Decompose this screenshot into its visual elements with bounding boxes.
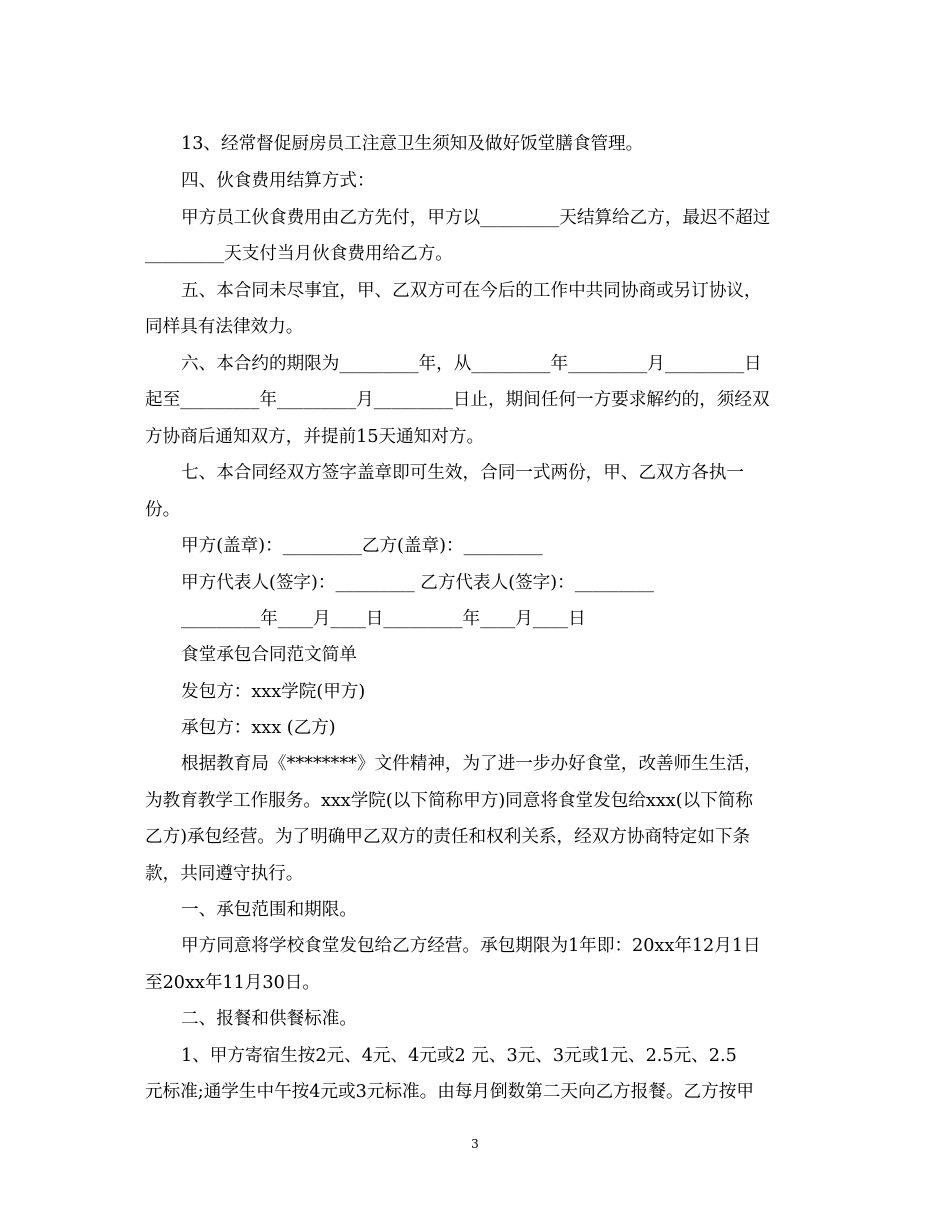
preamble-text-4: 款，共同遵守执行。 bbox=[145, 864, 304, 884]
contractor-party-b: 承包方：xxx (乙方) bbox=[181, 718, 336, 738]
seal-line: 甲方(盖章)：_________乙方(盖章)：_________ bbox=[181, 536, 543, 556]
contractor-party-a: 发包方：xxx学院(甲方) bbox=[181, 682, 366, 702]
section-7-text-2: 份。 bbox=[145, 500, 181, 520]
section-2-text-2: 元标准;通学生中午按4元或3元标准。由每月倒数第二天向乙方报餐。乙方按甲 bbox=[145, 1082, 754, 1102]
section-4-text-2: _________天支付当月伙食费用给乙方。 bbox=[145, 244, 453, 264]
section-1-heading: 一、承包范围和期限。 bbox=[181, 900, 357, 920]
section-5-text-1: 五、本合同未尽事宜，甲、乙双方可在今后的工作中共同协商或另订协议， bbox=[181, 281, 762, 301]
section-7-text-1: 七、本合同经双方签字盖章即可生效，合同一式两份，甲、乙双方各执一 bbox=[181, 463, 745, 483]
second-contract-title: 食堂承包合同范文简单 bbox=[181, 645, 357, 665]
section-4-heading: 四、伙食费用结算方式： bbox=[181, 171, 375, 191]
preamble-text-1: 根据教育局《********》文件精神，为了进一步办好食堂，改善师生生活， bbox=[181, 754, 762, 774]
preamble-text-2: 为教育教学工作服务。xxx学院(以下简称甲方)同意将食堂发包给xxx(以下简称 bbox=[145, 791, 753, 811]
signature-line: 甲方代表人(签字)：_________ 乙方代表人(签字)：_________ bbox=[181, 573, 654, 593]
section-6-text-1: 六、本合约的期限为_________年，从_________年_________月_________日 bbox=[181, 354, 762, 374]
preamble-text-3: 乙方)承包经营。为了明确甲乙双方的责任和权利关系，经双方协商特定如下条 bbox=[145, 827, 751, 847]
date-line: _________年____月____日_________年____月____日 bbox=[181, 609, 586, 629]
section-6-text-2: 起至_________年_________月_________日止，期间任何一方要求解约的，须经双 bbox=[145, 390, 770, 410]
section-5-text-2: 同样具有法律效力。 bbox=[145, 317, 304, 337]
section-2-heading: 二、报餐和供餐标准。 bbox=[181, 1009, 357, 1029]
page-number: 3 bbox=[471, 1137, 479, 1151]
section-2-text-1: 1、甲方寄宿生按2元、4元、4元或2 元、3元、3元或1元、2.5元、2.5 bbox=[181, 1046, 737, 1066]
section-1-text-1: 甲方同意将学校食堂发包给乙方经营。承包期限为1年即：20xx年12月1日 bbox=[181, 936, 761, 956]
section-4-text-1: 甲方员工伙食费用由乙方先付，甲方以_________天结算给乙方，最迟不超过 bbox=[181, 208, 771, 228]
clause-13: 13、经常督促厨房员工注意卫生须知及做好饭堂膳食管理。 bbox=[181, 134, 644, 154]
section-6-text-3: 方协商后通知双方，并提前15天通知对方。 bbox=[145, 427, 485, 447]
section-1-text-2: 至20xx年11月30日。 bbox=[145, 973, 320, 993]
